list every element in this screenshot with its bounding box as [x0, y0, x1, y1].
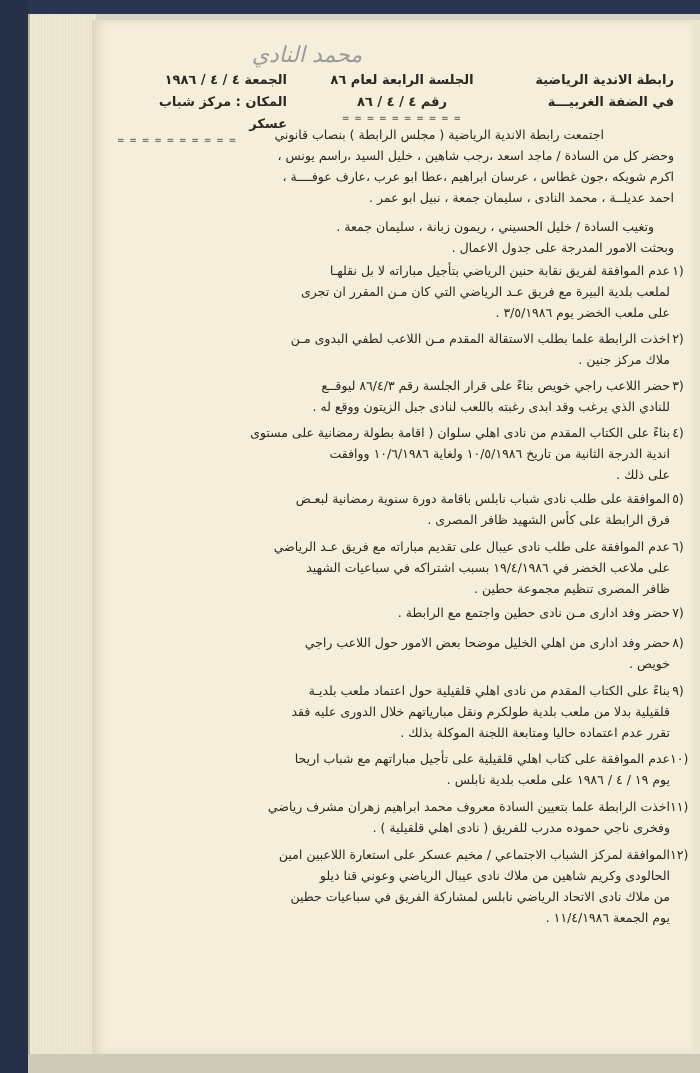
date-line-1: الجمعة ٤ / ٤ / ١٩٨٦	[164, 73, 287, 88]
item-line: اخذت الرابطة علما بطلب الاستقالة المقدم مـن اللاعب لطفي البدوى مـن	[290, 331, 670, 346]
item-line: قلقيلية بدلا من ملعب بلدية طولكرم ونقل مبارياتهم خلال الدورى عليه فقد	[291, 704, 670, 719]
item-number: ١٠)	[670, 751, 689, 766]
intro-line: وحضر كل من السادة / ماجد اسعد ،رجب شاهين ، خليل السيد ،راسم يونس ،	[277, 148, 674, 163]
item-number: ٢)	[672, 331, 684, 346]
item-line: يوم ١٩ / ٤ / ١٩٨٦ على ملعب بلدية نابلس .	[446, 772, 670, 787]
item-number: ٤)	[672, 425, 684, 440]
agenda-item-12	[130, 844, 689, 928]
intro-paragraph	[109, 124, 674, 208]
date-line-2: المكان : مركز شباب عسكر	[158, 95, 287, 132]
item-number: ٧)	[672, 605, 684, 620]
item-line: فرق الرابطة على كأس الشهيد ظافر المصرى .	[427, 512, 670, 527]
header-session	[317, 70, 487, 124]
session-underline: = = = = = = = = = =	[341, 114, 463, 124]
intro-line: اكرم شويكه ،جون غطاس ، عرسان ابراهيم ،عطا ابو عرب ،عارف عوفــــة ،	[282, 169, 674, 184]
item-number: ١١)	[670, 799, 689, 814]
item-line: الموافقة لمركز الشباب الاجتماعي / مخيم عسكر على استعارة اللاعبين امين	[278, 847, 670, 862]
binder-cover-top	[0, 0, 700, 14]
date-underline: = = = = = = = = = =	[117, 136, 238, 146]
session-line-2: رقم ٤ / ٤ / ٨٦	[356, 95, 448, 110]
item-line: خويص .	[629, 656, 670, 671]
item-number: ١٢)	[670, 847, 689, 862]
binder-cover-spine	[0, 0, 28, 1073]
page-right-margin	[692, 20, 700, 1055]
item-line: اندية الدرجة الثانية من تاريخ ١٠/٥/١٩٨٦ ولغاية ١٠/٦/١٩٨٦ ووافقت	[329, 446, 670, 461]
item-line: على ملعب الخضر يوم ٣/٥/١٩٨٦ .	[495, 305, 670, 320]
absent-line: وتغيب السادة / خليل الحسيني ، ريمون زبانة ، سليمان جمعة .	[336, 219, 654, 234]
agenda-item-4	[130, 422, 684, 485]
item-number: ٦)	[672, 539, 684, 554]
handwritten-name-note: محمد النادي	[251, 43, 363, 68]
item-line: من ملاك نادى الاتحاد الرياضي نابلس لمشاركة الفريق في سباعيات حطين	[290, 889, 670, 904]
absent-paragraph	[109, 216, 674, 258]
item-line: عدم الموافقة لفريق نقابة حنين الرياضي بتأجيل مباراته لا بل نقلهـا	[329, 263, 670, 278]
header-organisation	[504, 70, 674, 114]
item-line: تقرر عدم اعتماده حاليا ومتابعة اللجنة الموكلة بذلك .	[400, 725, 670, 740]
item-line: عدم الموافقة على طلب نادى عيبال على تقديم مباراته مع فريق عـد الرياضي	[273, 539, 670, 554]
item-line: حضر وفد ادارى مـن نادى حطين واجتمع مع الرابطة .	[397, 605, 670, 620]
agenda-item-11	[130, 796, 689, 838]
agenda-line: وبحثت الامور المدرجة على جدول الاعمال .	[451, 240, 674, 255]
item-line: ظافر المصرى تنظيم مجموعة حطين .	[474, 581, 670, 596]
item-line: بناءً على الكتاب المقدم من نادى اهلي قلقيلية حول اعتماد ملعب بلديـة	[308, 683, 670, 698]
agenda-item-8	[130, 632, 684, 674]
item-number: ٥)	[672, 491, 684, 506]
item-number: ٣)	[672, 378, 684, 393]
item-line: حضر اللاعب راجي خويص بناءً على قرار الجلسة رقم ٨٦/٤/٣ ليوقــع	[321, 378, 670, 393]
stacked-page-edges	[28, 14, 96, 1054]
org-line-2: في الضفة الغربيـــة	[547, 95, 674, 110]
item-line: ملاك مركز جنين .	[578, 352, 670, 367]
agenda-item-6	[130, 536, 684, 599]
item-line: على ذلك .	[616, 467, 670, 482]
scan-bottom-edge	[28, 1054, 700, 1073]
item-number: ١)	[672, 263, 684, 278]
item-line: اخذت الرابطة علما بتعيين السادة معروف محمد ابراهيم زهران مشرف رياضي	[267, 799, 670, 814]
item-line: للنادي الذي يرغب وقد ابدى رغبته باللعب لنادى جبل الزيتون ووقع له .	[312, 399, 670, 414]
item-line: عدم الموافقة على كتاب اهلي قلقيلية على تأجيل مباراتهم مع شباب اريحا	[294, 751, 670, 766]
org-line-1: رابطة الاندية الرياضية	[535, 73, 674, 88]
session-line-1: الجلسة الرابعة لعام ٨٦	[330, 73, 474, 88]
item-number: ٩)	[672, 683, 684, 698]
intro-line: احمد عديلــة ، محمد النادى ، سليمان جمعة ، نبيل ابو عمر .	[369, 190, 674, 205]
agenda-item-1	[130, 260, 684, 323]
intro-line: اجتمعت رابطة الاندية الرياضية ( مجلس الرابطة ) بنصاب قانوني	[274, 127, 604, 142]
item-line: وفخرى ناجي حموده مدرب للفريق ( نادى اهلي قلقيلية ) .	[372, 820, 670, 835]
item-line: بناءً على الكتاب المقدم من نادى اهلي سلوان ( اقامة بطولة رمضانية على مستوى	[250, 425, 670, 440]
item-line: الموافقة على طلب نادى شباب نابلس باقامة دورة سنوية رمضانية لبعـض	[295, 491, 670, 506]
document-page	[92, 20, 692, 1055]
agenda-item-10	[130, 748, 689, 790]
item-number: ٨)	[672, 635, 684, 650]
agenda-item-7	[130, 602, 684, 623]
agenda-item-5	[130, 488, 684, 530]
item-line: يوم الجمعة ١١/٤/١٩٨٦ .	[545, 910, 670, 925]
item-line: الحالودى وكريم شاهين من ملاك نادى عيبال الرياضي وعوني قنا ديلو	[319, 868, 670, 883]
agenda-item-3	[130, 375, 684, 417]
item-line: لملعب بلدية البيرة مع فريق عـد الرياضي التي كان مـن المقرر ان تجرى	[300, 284, 670, 299]
item-line: حضر وفد ادارى من اهلي الخليل موضحا بعض الامور حول اللاعب راجي	[304, 635, 670, 650]
item-line: على ملاعب الخضر في ١٩/٤/١٩٨٦ بسبب اشتراكه في سباعيات الشهيد	[306, 560, 670, 575]
agenda-item-2	[130, 328, 684, 370]
agenda-item-9	[130, 680, 684, 743]
